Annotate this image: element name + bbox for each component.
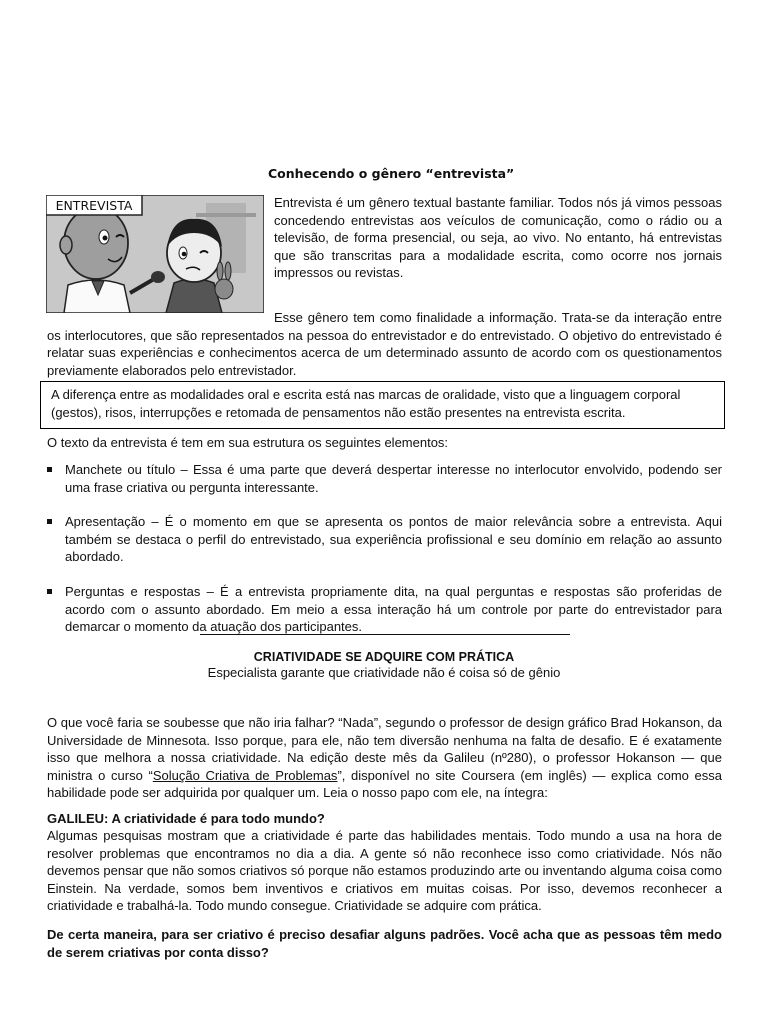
- section-title: Conhecendo o gênero “entrevista”: [268, 166, 515, 181]
- article-intro-text: O que você faria se soubesse que não iria falhar? “Nada”, segundo o professor de design gráfico Brad Hokanson, da Universidade de Minnesota. Isso porque, para ele, não tem diversão nenhuma na falta de desafio. E é exatamente isso que melhora a nossa criatividade. Na edição deste mês da Galileu (nº280), o professor Hokanson — que ministra o curso “: [47, 715, 722, 783]
- article-subtitle: Especialista garante que criatividade não é coisa só de gênio: [207, 665, 561, 680]
- cartoon-illustration: [46, 195, 264, 313]
- list-item: Manchete ou título – Essa é uma parte que deverá despertar interesse no interlocutor envolvido, podendo ser uma frase criativa ou pergunta interessante.: [47, 461, 722, 496]
- answer-1: Algumas pesquisas mostram que a criatividade é parte das habilidades mentais. Todo mundo a usa na hora de resolver problemas que encontramos no dia a dia. A gente só não reconhece isso como criatividade. Nós não devemos pensar que não somos criativos só porque não estamos produzindo arte ou inventando alguma coisa como Einstein. Na verdade, somos bem inventivos e criativos em muitas coisas. Por isso, devemos reconhecer a criatividade e trabalhá-la. Todo mundo consegue. Criatividade se adquire com prática.: [47, 828, 722, 914]
- interview-illustration: [46, 195, 264, 313]
- question-2: De certa maneira, para ser criativo é preciso desafiar alguns padrões. Você acha que as pessoas têm medo de serem criativas por conta disso?: [47, 927, 722, 960]
- article-intro-text-cont: ”, disponível no site Coursera (em inglês) — explica como essa habilidade pode ser adquirida por qualquer um. Leia o nosso papo com ele, na íntegra:: [47, 767, 722, 801]
- article-intro: [47, 714, 722, 802]
- illustration-label: ENTREVISTA: [55, 198, 133, 213]
- elements-list: [47, 461, 722, 636]
- article-title: CRIATIVIDADE SE ADQUIRE COM PRÁTICA: [253, 650, 515, 664]
- list-item: Perguntas e respostas – É a entrevista propriamente dita, na qual perguntas e respostas são proferidas de acordo com o assunto abordado. Em meio a essa interação há um controle por parte do entrevistador para demarcar o momento da atuação dos participantes.: [47, 583, 722, 636]
- highlight-text: A diferença entre as modalidades oral e escrita está nas marcas de oralidade, visto que a linguagem corporal (gestos), risos, interrupções e retomada de pensamentos não estão presentes na entrevista escrita.: [51, 387, 681, 420]
- purpose-paragraph: Esse gênero tem como finalidade a informação. Trata-se da interação entre os interlocutores, que são representados na pessoa do entrevistador e do entrevistado. O objetivo do entrevistado é relatar suas experiências e conhecimentos acerca de um determinado assunto de acordo com os questionamentos previamente elaborados pelo entrevistador.: [47, 310, 722, 378]
- list-item: Apresentação – É o momento em que se apresenta os pontos de maior relevância sobre a entrevista. Aqui também se destaca o perfil do entrevistado, sua experiência profissional e seu domínio em relação ao assunto abordado.: [47, 513, 722, 566]
- highlight-box: [40, 381, 725, 429]
- divider: [200, 634, 570, 635]
- elements-heading: O texto da entrevista é tem em sua estrutura os seguintes elementos:: [47, 435, 449, 450]
- course-link[interactable]: Solução Criativa de Problemas: [152, 767, 338, 783]
- question-1: GALILEU: A criatividade é para todo mundo?: [47, 811, 325, 826]
- intro-paragraph: Entrevista é um gênero textual bastante familiar. Todos nós já vimos pessoas concedendo entrevistas aos veículos de comunicação, como o rádio ou a televisão, de forma presencial, ou seja, ao vivo. No entanto, há entrevistas que são transcritas para a modalidade escrita, como ocorre nos jornais impressos ou revistas.: [274, 195, 722, 281]
